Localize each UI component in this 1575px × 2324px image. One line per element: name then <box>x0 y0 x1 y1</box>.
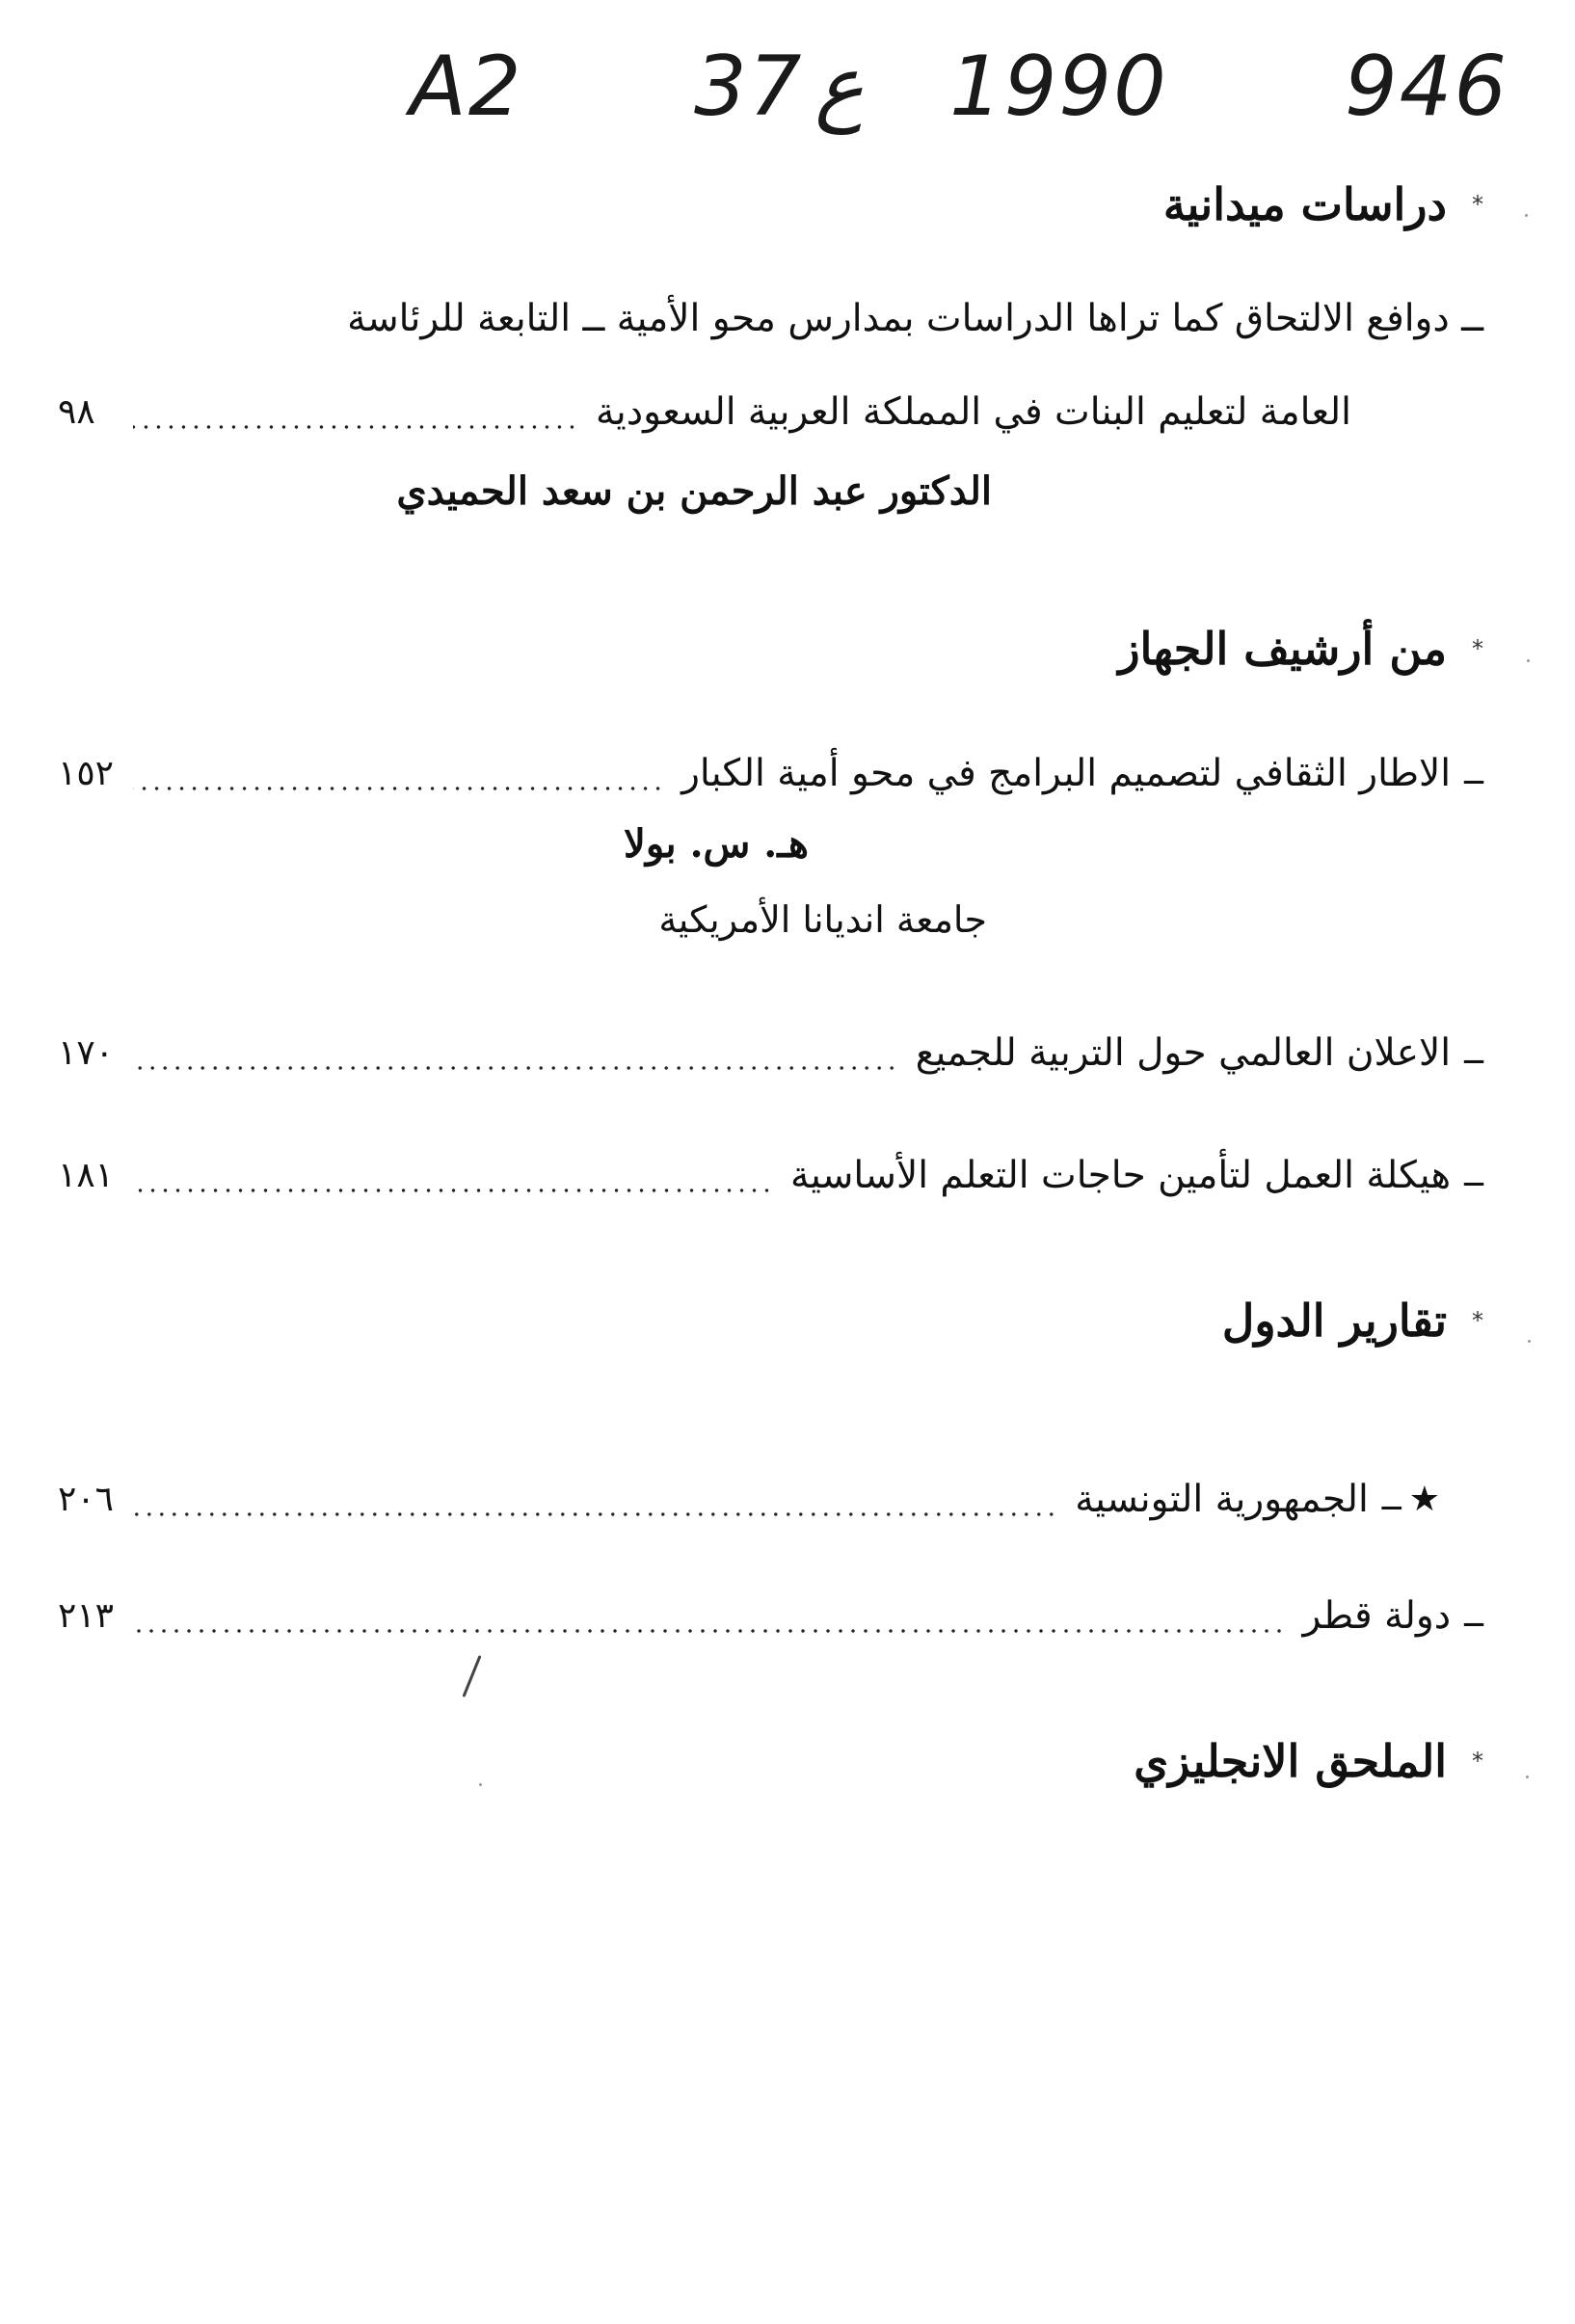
scan-speck <box>1525 214 1528 217</box>
entry-dash: ــ <box>1464 754 1483 792</box>
entry-dash: ــ <box>1464 1033 1483 1072</box>
page-number: ١٥٢ <box>58 753 115 793</box>
dot-leader <box>133 1157 773 1195</box>
section-marker: * <box>1472 635 1483 662</box>
entry-dash: ــ <box>1464 1156 1483 1194</box>
dot-leader <box>133 1481 1057 1519</box>
entry-title: هيكلة العمل لتأمين حاجات التعلم الأساسية <box>790 1153 1452 1197</box>
article-author: الدكتور عبد الرحمن بن سعد الحميدي <box>396 468 992 514</box>
section-country-reports <box>1222 1295 1483 1347</box>
scan-speck <box>1526 1776 1529 1778</box>
handwritten-star-icon: ★ <box>1408 1479 1440 1519</box>
section-marker: * <box>1472 1307 1483 1334</box>
section-title: الملحق الانجليزي <box>1134 1735 1447 1787</box>
dot-leader <box>133 755 664 793</box>
entry-title: العامة لتعليم البنات في المملكة العربية السعودية <box>595 389 1351 434</box>
entry-affiliation: جامعة انديانا الأمريكية <box>658 898 987 941</box>
section-field-studies <box>1163 178 1483 230</box>
entry-title: الجمهورية التونسية <box>1075 1477 1369 1521</box>
page-number: ٢٠٦ <box>58 1479 115 1519</box>
dot-leader <box>133 1034 898 1073</box>
handwritten-code: A2 <box>410 39 523 135</box>
toc-entry-qatar[interactable] <box>58 1582 1483 1649</box>
entry-title: الاعلان العالمي حول التربية للجميع <box>915 1030 1452 1075</box>
entry-dash: ــ <box>1381 1480 1401 1518</box>
page-number: ٩٨ <box>58 391 95 432</box>
page-number: ١٧٠ <box>58 1032 115 1073</box>
pencil-mark <box>462 1655 481 1697</box>
scan-speck <box>1528 1340 1531 1343</box>
dot-leader <box>133 393 578 432</box>
toc-entry-world-declaration[interactable] <box>58 1019 1483 1086</box>
entry-title: دولة قطر <box>1302 1593 1452 1638</box>
entry-dash: ــ <box>1464 1596 1483 1635</box>
section-marker: * <box>1472 1748 1483 1775</box>
section-archive <box>1118 623 1483 675</box>
section-title: من أرشيف الجهاز <box>1118 623 1447 675</box>
page-number: ١٨١ <box>58 1155 115 1195</box>
entry-title: الاطار الثقافي لتصميم البرامج في محو أمية الكبار <box>681 751 1452 795</box>
toc-entry-field-study[interactable] <box>58 378 1351 445</box>
page-number: ٢١٣ <box>58 1595 115 1636</box>
section-title: دراسات ميدانية <box>1162 178 1447 230</box>
handwritten-number: 946 <box>1345 39 1509 135</box>
toc-entry-framework-for-action[interactable] <box>58 1141 1483 1209</box>
dot-leader <box>133 1597 1286 1636</box>
article-title-line1: ــ دوافع الالتحاق كما تراها الدراسات بمدارس محو الأمية ــ التابعة للرئاسة <box>347 297 1483 340</box>
scan-speck <box>1527 659 1530 662</box>
section-marker: * <box>1472 191 1483 218</box>
handwritten-year: 1990 <box>949 39 1168 135</box>
section-english-supplement <box>1134 1735 1483 1787</box>
handwritten-letter: ع <box>814 39 865 135</box>
section-title: تقارير الدول <box>1221 1295 1447 1347</box>
toc-entry-cultural-framework[interactable] <box>58 739 1483 807</box>
handwritten-issue: 37 <box>694 39 804 135</box>
toc-entry-tunisia[interactable] <box>58 1465 1440 1533</box>
scan-speck <box>479 1783 482 1786</box>
entry-author: هـ. س. بولا <box>624 821 809 867</box>
